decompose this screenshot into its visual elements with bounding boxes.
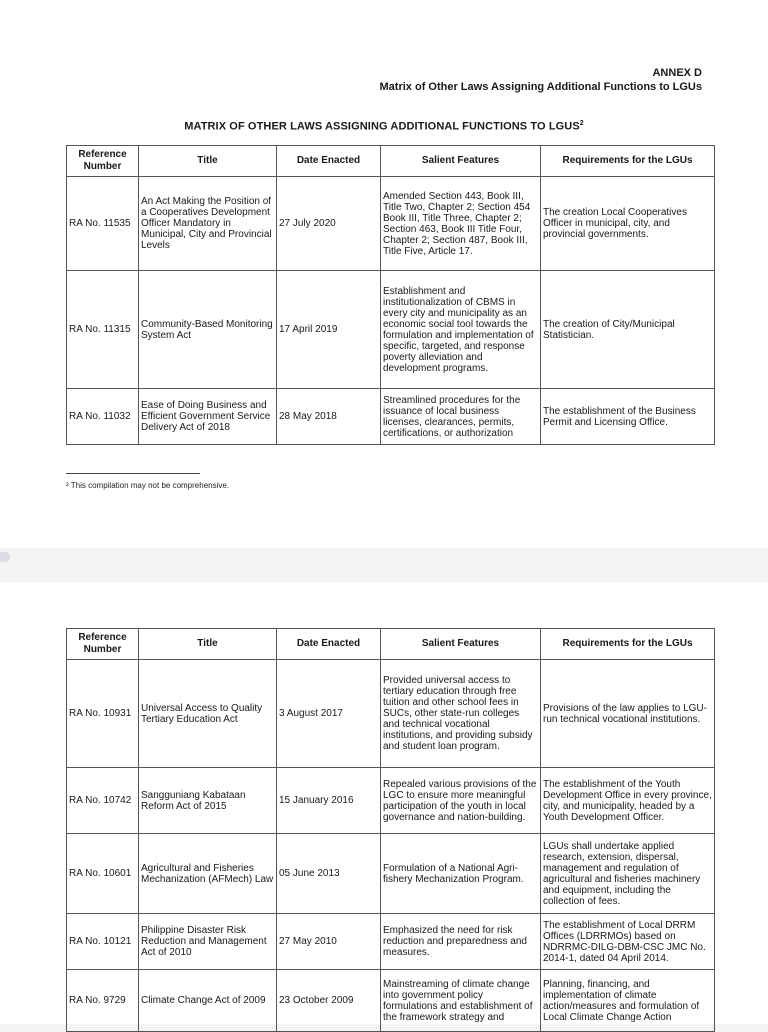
cell-date: 15 January 2016 [277, 768, 381, 834]
cell-features: Establishment and institutionalization of CBMS in every city and municipality as an economic social tool towards the formulation and implementation of specific, targeted, and response poverty alleviation and development programs. [381, 271, 541, 389]
table-row [67, 834, 715, 914]
col-header-date: Date Enacted [277, 146, 381, 177]
cell-title: Universal Access to Quality Tertiary Education Act [139, 660, 277, 768]
cell-ref: RA No. 11315 [67, 271, 139, 389]
col-header-date: Date Enacted [277, 629, 381, 660]
cell-ref: RA No. 10931 [67, 660, 139, 768]
cell-ref: RA No. 11032 [67, 389, 139, 445]
page-2 [0, 582, 768, 1024]
footnote: ² This compilation may not be comprehensive. [66, 481, 230, 490]
table-row [67, 914, 715, 970]
annex-subtitle: Matrix of Other Laws Assigning Additional Functions to LGUs [379, 81, 702, 93]
cell-features: Emphasized the need for risk reduction and preparedness and measures. [381, 914, 541, 970]
cell-date: 27 May 2010 [277, 914, 381, 970]
cell-features: Mainstreaming of climate change into government policy formulations and establishment of the framework strategy and [381, 970, 541, 1032]
cell-features: Amended Section 443, Book III, Title Two, Chapter 2; Section 454 Book III, Title Three, Chapter 2; Section 463, Book III Title Four, Chapter 2; Section 487, Book III, Title Five, Article 17. [381, 177, 541, 271]
col-header-requirements: Requirements for the LGUs [541, 629, 715, 660]
cell-ref: RA No. 10121 [67, 914, 139, 970]
table-header-row [67, 146, 715, 177]
cell-title: An Act Making the Position of a Cooperatives Development Officer Mandatory in Municipal, City and Provincial Levels [139, 177, 277, 271]
cell-ref: RA No. 10601 [67, 834, 139, 914]
cell-requirements: The establishment of the Business Permit and Licensing Office. [541, 389, 715, 445]
cell-requirements: The establishment of Local DRRM Offices (LDRRMOs) based on NDRRMC-DILG-DBM-CSC JMC No. 2014-1, dated 04 April 2014. [541, 914, 715, 970]
col-header-ref: Reference Number [67, 629, 139, 660]
laws-matrix-table-2 [66, 628, 715, 1032]
cell-features: Provided universal access to tertiary education through free tuition and other school fees in SUCs, other state-run colleges and technical vocational institutions, and providing subsidy and student loan program. [381, 660, 541, 768]
cell-requirements: The creation of City/Municipal Statistician. [541, 271, 715, 389]
col-header-features: Salient Features [381, 629, 541, 660]
document-title-text: MATRIX OF OTHER LAWS ASSIGNING ADDITIONAL FUNCTIONS TO LGUS [184, 120, 580, 133]
cell-features: Formulation of a National Agri-fishery Mechanization Program. [381, 834, 541, 914]
cell-requirements: LGUs shall undertake applied research, extension, dispersal, management and regulation of agricultural and fisheries machinery and equipment, including the collection of fees. [541, 834, 715, 914]
cell-title: Philippine Disaster Risk Reduction and Management Act of 2010 [139, 914, 277, 970]
col-header-features: Salient Features [381, 146, 541, 177]
table-row [67, 389, 715, 445]
cell-date: 28 May 2018 [277, 389, 381, 445]
cell-title: Community-Based Monitoring System Act [139, 271, 277, 389]
cell-title: Ease of Doing Business and Efficient Government Service Delivery Act of 2018 [139, 389, 277, 445]
cell-features: Streamlined procedures for the issuance of local business licenses, clearances, permits, certifications, or authorization [381, 389, 541, 445]
laws-matrix-table-1 [66, 145, 715, 445]
annex-label: ANNEX D [652, 67, 702, 79]
table-row [67, 177, 715, 271]
cell-date: 23 October 2009 [277, 970, 381, 1032]
cell-date: 27 July 2020 [277, 177, 381, 271]
cell-date: 05 June 2013 [277, 834, 381, 914]
col-header-title: Title [139, 629, 277, 660]
cell-title: Climate Change Act of 2009 [139, 970, 277, 1032]
footnote-divider [66, 473, 200, 474]
cell-date: 17 April 2019 [277, 271, 381, 389]
annex-header [380, 66, 702, 94]
col-header-title: Title [139, 146, 277, 177]
cell-requirements: Planning, financing, and implementation of climate action/measures and formulation of Local Climate Change Action [541, 970, 715, 1032]
table-row [67, 271, 715, 389]
table-row [67, 660, 715, 768]
cell-ref: RA No. 10742 [67, 768, 139, 834]
table-row [67, 970, 715, 1032]
cell-title: Sangguniang Kabataan Reform Act of 2015 [139, 768, 277, 834]
cell-title: Agricultural and Fisheries Mechanization (AFMech) Law [139, 834, 277, 914]
document-title [0, 120, 768, 133]
page-edge-marker [0, 552, 10, 562]
table-header-row [67, 629, 715, 660]
cell-requirements: The establishment of the Youth Development Office in every province, city, and municipality, headed by a Youth Development Officer. [541, 768, 715, 834]
col-header-ref: Reference Number [67, 146, 139, 177]
cell-requirements: Provisions of the law applies to LGU-run technical vocational institutions. [541, 660, 715, 768]
cell-date: 3 August 2017 [277, 660, 381, 768]
cell-features: Repealed various provisions of the LGC to ensure more meaningful participation of the youth in local governance and nation-building. [381, 768, 541, 834]
cell-ref: RA No. 11535 [67, 177, 139, 271]
col-header-requirements: Requirements for the LGUs [541, 146, 715, 177]
cell-requirements: The creation Local Cooperatives Officer in municipal, city, and provincial governments. [541, 177, 715, 271]
table-row [67, 768, 715, 834]
cell-ref: RA No. 9729 [67, 970, 139, 1032]
footnote-reference: 2 [579, 120, 584, 127]
